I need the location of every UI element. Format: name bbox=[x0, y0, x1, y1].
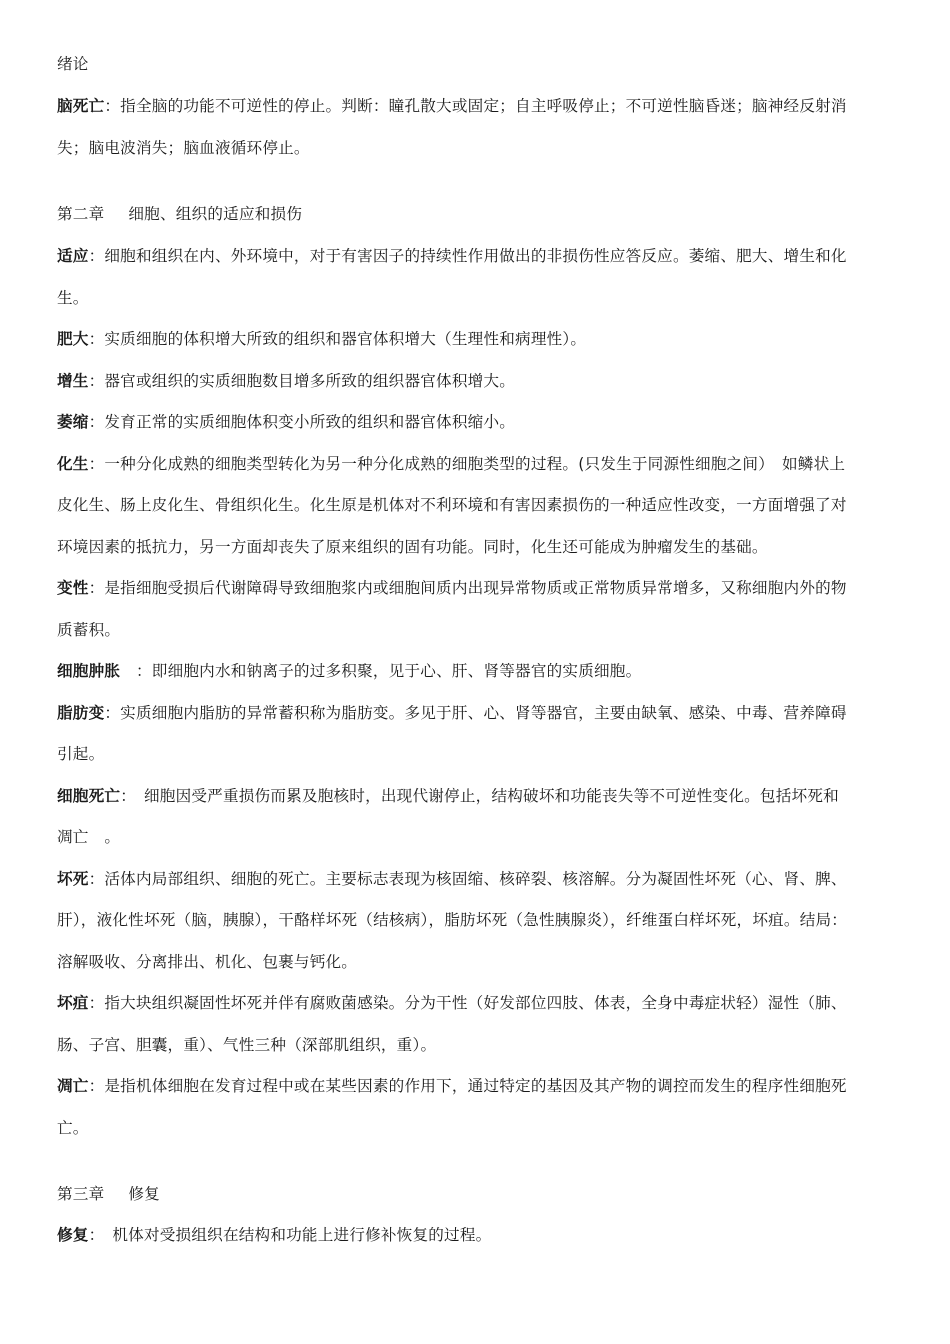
definition-continuation: 引起。 bbox=[57, 745, 105, 763]
definition-text: ：实质细胞的体积增大所致的组织和器官体积增大（生理性和病理性）。 bbox=[88, 330, 587, 348]
term-cell-swelling: 细胞肿胀 bbox=[57, 662, 121, 680]
chapter-label: 第三章 bbox=[57, 1185, 105, 1203]
cell-swelling-definition bbox=[57, 661, 641, 681]
definition-text: ：是指机体细胞在发育过程中或在某些因素的作用下，通过特定的基因及其产物的调控而发生的程序性细胞死 bbox=[88, 1077, 847, 1095]
definition-text: ：即细胞内水和钠离子的过多积聚，见于心、肝、肾等器官的实质细胞。 bbox=[120, 662, 642, 680]
definition-continuation: 肠、子宫、胆囊，重）、气性三种（深部肌组织，重）。 bbox=[57, 1036, 437, 1054]
definition-continuation: 肝），液化性坏死（脑，胰腺），干酪样坏死（结核病），脂肪坏死（急性胰腺炎），纤维蛋白样坏死，坏疽。结局： bbox=[57, 911, 848, 929]
definition-continuation: 凋亡 。 bbox=[57, 828, 121, 846]
definition-text: ：指大块组织凝固性坏死并伴有腐败菌感染。分为干性（好发部位四肢、体表，全身中毒症状轻）湿性（肺、 bbox=[88, 994, 847, 1012]
definition-text: ：是指细胞受损后代谢障碍导致细胞浆内或细胞间质内出现异常物质或正常物质异常增多，又称细胞内外的物 bbox=[88, 579, 847, 597]
term-gangrene: 坏疽 bbox=[57, 994, 89, 1012]
definition-text: ：指全脑的功能不可逆性的停止。判断：瞳孔散大或固定；自主呼吸停止；不可逆性脑昏迷；脑神经反射消 bbox=[104, 97, 847, 115]
term-apoptosis: 凋亡 bbox=[57, 1077, 89, 1095]
definition-continuation: 环境因素的抵抗力，另一方面却丧失了原来组织的固有功能。同时，化生还可能成为肿瘤发生的基础。 bbox=[57, 538, 768, 556]
term-fatty-change: 脂肪变 bbox=[57, 704, 105, 722]
definition-continuation: 生。 bbox=[57, 289, 89, 307]
definition-continuation: 皮化生、肠上皮化生、骨组织化生。化生原是机体对不利环境和有害因素损伤的一种适应性改变，一方面增强了对 bbox=[57, 496, 847, 514]
chapter-title: 修复 bbox=[128, 1185, 160, 1203]
brain-death-definition bbox=[57, 96, 847, 116]
hypertrophy-definition bbox=[57, 329, 586, 349]
definition-text: ：器官或组织的实质细胞数目增多所致的组织器官体积增大。 bbox=[88, 372, 516, 390]
degeneration-definition bbox=[57, 578, 847, 598]
atrophy-definition bbox=[57, 412, 515, 432]
term-degeneration: 变性 bbox=[57, 579, 89, 597]
intro-title: 绪论 bbox=[57, 55, 89, 73]
chapter3-heading bbox=[57, 1184, 160, 1204]
definition-continuation: 亡。 bbox=[57, 1119, 89, 1137]
definition-text: ：发育正常的实质细胞体积变小所致的组织和器官体积缩小。 bbox=[88, 413, 516, 431]
metaplasia-definition bbox=[57, 454, 845, 474]
adaptation-definition bbox=[57, 246, 847, 266]
term-hypertrophy: 肥大 bbox=[57, 330, 89, 348]
chapter-title: 细胞、组织的适应和损伤 bbox=[128, 205, 303, 223]
definition-text: ： 机体对受损组织在结构和功能上进行修补恢复的过程。 bbox=[88, 1226, 492, 1244]
term-repair: 修复 bbox=[57, 1226, 89, 1244]
definition-text: ：一种分化成熟的细胞类型转化为另一种分化成熟的细胞类型的过程。(只发生于同源性细胞之间） 如鳞状上 bbox=[88, 455, 846, 473]
apoptosis-definition bbox=[57, 1076, 847, 1096]
chapter-label: 第二章 bbox=[57, 205, 105, 223]
cell-death-definition bbox=[57, 786, 839, 806]
definition-text: ： 细胞因受严重损伤而累及胞核时，出现代谢停止，结构破坏和功能丧失等不可逆性变化。包括坏死和 bbox=[120, 787, 839, 805]
term-brain-death: 脑死亡 bbox=[57, 97, 105, 115]
definition-continuation: 失；脑电波消失；脑血液循环停止。 bbox=[57, 139, 310, 157]
repair-definition bbox=[57, 1225, 491, 1245]
fatty-change-definition bbox=[57, 703, 847, 723]
definition-text: ：细胞和组织在内、外环境中，对于有害因子的持续性作用做出的非损伤性应答反应。萎缩、肥大、增生和化 bbox=[88, 247, 847, 265]
definition-text: ：实质细胞内脂肪的异常蓄积称为脂肪变。多见于肝、心、肾等器官，主要由缺氧、感染、中毒、营养障碍 bbox=[104, 704, 847, 722]
term-metaplasia: 化生 bbox=[57, 455, 89, 473]
term-necrosis: 坏死 bbox=[57, 870, 89, 888]
definition-continuation: 质蓄积。 bbox=[57, 621, 121, 639]
definition-continuation: 溶解吸收、分离排出、机化、包裹与钙化。 bbox=[57, 953, 358, 971]
chapter2-heading bbox=[57, 204, 302, 224]
hyperplasia-definition bbox=[57, 371, 515, 391]
definition-text: ：活体内局部组织、细胞的死亡。主要标志表现为核固缩、核碎裂、核溶解。分为凝固性坏死（心、肾、脾、 bbox=[88, 870, 847, 888]
term-hyperplasia: 增生 bbox=[57, 372, 89, 390]
gangrene-definition bbox=[57, 993, 847, 1013]
necrosis-definition bbox=[57, 869, 847, 889]
term-atrophy: 萎缩 bbox=[57, 413, 89, 431]
term-cell-death: 细胞死亡 bbox=[57, 787, 121, 805]
term-adaptation: 适应 bbox=[57, 247, 89, 265]
